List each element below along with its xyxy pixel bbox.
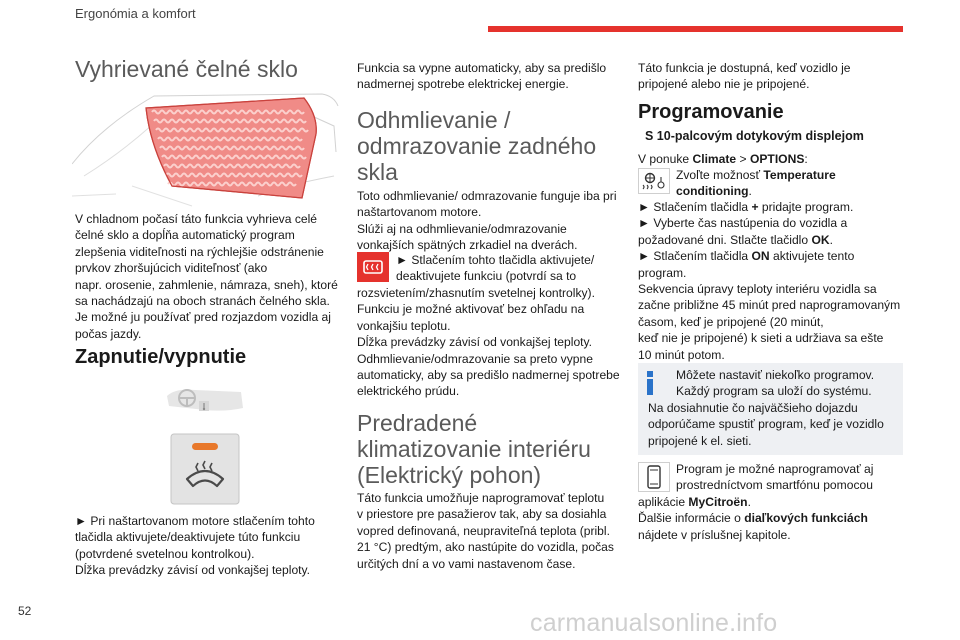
watermark: carmanualsonline.info <box>530 609 778 637</box>
programming-steps: ► Stlačením tlačidla + pridajte program. ► Vyberte čas nastúpenia do vozidla a požadované dni. Stlačte tlačidlo OK. ► Stlačením tlačidla ON aktivujete tento program. Sekvencia úpravy teploty interiéru vozidla sa začne približne 45 minút pred naprogramovaným časom, keď je pripojené (20 minút, keď nie je pripojené) k sieti a udržiava sa ešte 10 minút potom. <box>638 200 901 362</box>
programming-title: Programovanie <box>638 101 784 123</box>
rear-defrost-title: Odhmlievanie / odmrazovanie zadného skla <box>357 107 597 185</box>
rear-defrost-text: Toto odhmlievanie/ odmrazovanie funguje iba pri naštartovanom motore. Slúži aj na odhmlievanie/odmrazovanie vonkajších spätných zrkadiel na dverách. <box>357 189 617 253</box>
col3-top-text: Táto funkcia je dostupná, keď vozidlo je pripojené alebo nie je pripojené. <box>638 61 851 92</box>
dashboard-button-location <box>165 384 245 418</box>
smartphone-text: Program je možné naprogramovať aj prostredníctvom smartfónu pomocou <box>676 462 874 493</box>
page-number: 52 <box>18 604 32 618</box>
heated-windscreen-illustration <box>72 86 340 208</box>
info-note-box: Môžete nastaviť niekoľko programov. Každý program sa uloží do systému. Na dosiahnutie čo najväčšieho dojazdu odporúčame spustiť program, keď je vozidlo pripojené k el. sieti. <box>638 363 903 455</box>
menu-path: V ponuke Climate > OPTIONS: <box>638 152 808 166</box>
col2-top-text: Funkcia sa vypne automaticky, aby sa predišlo nadmernej spotrebe elektrickej energie. <box>357 61 607 92</box>
preconditioning-text: Táto funkcia umožňuje naprogramovať teplotu v priestore pre pasažierov tak, aby sa dosiahla vopred definovaná, neupraviteľná teplota (pribl. 21 °C) predtým, ako nastúpite do vozidla, počas určitých dní a vo vami nastavenom čase. <box>357 491 614 571</box>
rear-defrost-text-2: rozsvietením/zhasnutím svetelnej kontrolky). Funkciu je možné aktivovať bez ohľadu na vonkajšiu teplotu. Dĺžka prevádzky závisí od vonkajšej teploty. Odhmlievanie/odmrazovanie sa preto vypne automaticky, aby sa predišlo nadmernej spotrebe elektrického prúdu. <box>357 286 620 399</box>
on-off-text: ► Pri naštartovanom motore stlačením tohto tlačidla aktivujete/deaktivujete túto funkciu (potvrdené svetelnou kontrolkou). Dĺžka prevádzky závisí od vonkajšej teploty. <box>75 514 315 578</box>
section-header: Ergonómia a komfort <box>75 6 196 21</box>
info-icon <box>646 371 654 397</box>
heated-windscreen-button <box>170 433 240 505</box>
preconditioning-title: Predradené klimatizovanie interiéru (Elektrický pohon) <box>357 410 591 488</box>
heated-windscreen-title: Vyhrievané čelné sklo <box>75 56 298 82</box>
header-accent-bar <box>488 26 903 32</box>
heating-line <box>164 165 300 168</box>
on-off-title: Zapnutie/vypnutie <box>75 346 247 368</box>
climate-conditioning-icon <box>638 168 670 194</box>
rear-defrost-icon <box>357 252 389 282</box>
heating-line <box>166 174 302 177</box>
heated-windscreen-intro: V chladnom počasí táto funkcia vyhrieva celé čelné sklo a dopĺňa automatický program zlepšenia viditeľnosti na rýchlejšie odstránenie prvkov zhoršujúcich viditeľnosť (ako napr. orosenie, zahmlenie, námraza, sneh), ktoré sa nachádzajú na oboch stranách čelného skla. Je možné ju používať pred rozjazdom vozidla aj počas jazdy. <box>75 212 338 341</box>
select-temperature-conditioning: Zvoľte možnosť Temperature conditioning. <box>676 168 836 199</box>
smartphone-icon <box>638 462 670 492</box>
smartphone-text-2: aplikácie MyCitroën. Ďalšie informácie o diaľkových funkciách nájdete v príslušnej kapitole. <box>638 495 868 542</box>
touchscreen-subtitle: S 10-palcovým dotykovým displejom <box>645 129 864 143</box>
rear-defrost-icon-text: ► Stlačením tohto tlačidla aktivujete/ deaktivujete funkciu (potvrdí sa to <box>396 253 595 284</box>
